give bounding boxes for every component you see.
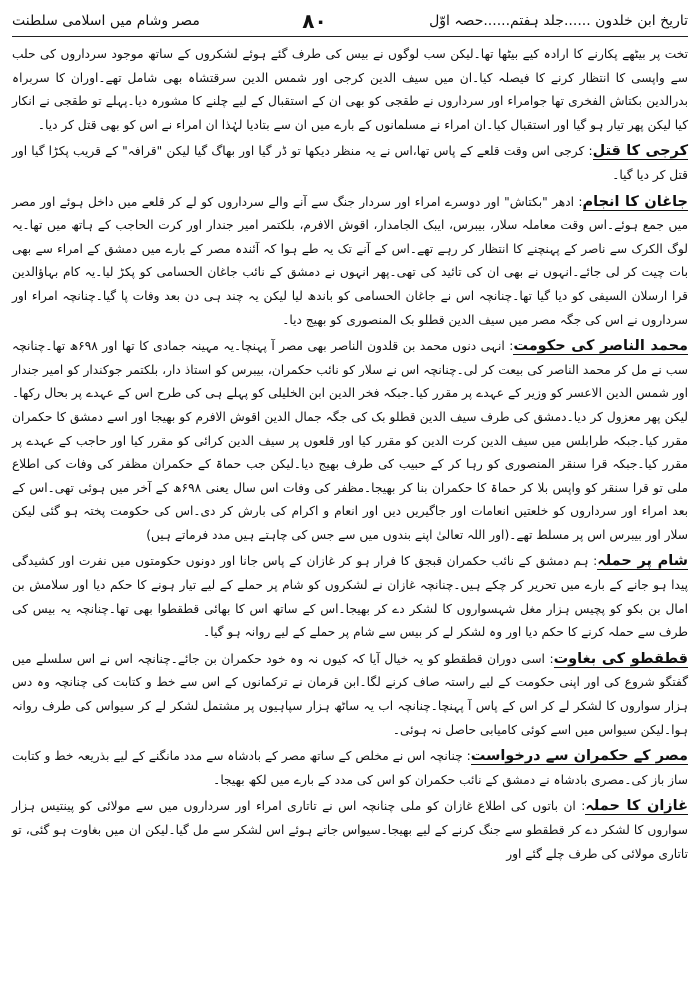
- section-heading: شام پر حملہ: [597, 553, 688, 570]
- paragraph-text: ہم دمشق کے نائب حکمران قبجق کا فرار ہو کر غازان کے پاس جانا اور دونوں حکومتوں میں نفرت اور کشیدگی پیدا ہو جانے کے بارے میں تحریر کر چکے ہیں۔چنانچہ غازان نے لشکروں کو شام پر حملے کے لیے تیار ہونے کا حکم دیا اور سلامش بن امال بن بکو کو پچیس ہزار مغل شہسواروں کا لشکر دے کر بھیجا۔اس کے ساتھ اس کا بھائی قطقطوا بھی تھا۔چنانچہ یہ بیس کی طرف سے حملہ کرنے کا حکم دیا اور وہ لشکر لے کر بیس سے شام پر حملے کے لیے روانہ ہو گیا۔: [12, 554, 688, 640]
- section-attack-on-sham: شام پر حملہ: ہم دمشق کے نائب حکمران قبجق کا فرار ہو کر غازان کے پاس جانا اور دونوں حکومتوں میں نفرت اور کشیدگی پیدا ہو جانے کے بارے میں تحریر کر چکے ہیں۔چنانچہ غازان نے لشکروں کو شام پر حملے کے لیے تیار ہونے کا حکم دیا اور سلامش بن امال بن بکو کو پچیس ہزار مغل شہسواروں کا لشکر دے کر بھیجا۔اس کے ساتھ اس کا بھائی قطقطوا بھی تھا۔چنانچہ یہ بیس کی طرف سے حملہ کرنے کا حکم دیا اور وہ لشکر لے کر بیس سے شام پر حملے کے لیے روانہ ہو گیا۔: [12, 553, 688, 640]
- section-qutqutu-rebellion: قطقطو کی بغاوت: اسی دوران قطقطو کو یہ خیال آیا کہ کیوں نہ وہ خود حکمران بن جائے۔چنانچہ اس نے اس سلسلے میں گفتگو شروع کی اور اپنی حکومت کے لیے راستہ صاف کرنے لگا۔ابن قرمان نے ترکمانوں کے اس سے خط و کتابت کی چنانچہ وہ دس ہزار سواروں کا لشکر لے کر اس کے پاس آ پہنچا۔چنانچہ اب یہ ساٹھ ہزار سپاہیوں پر مشتمل لشکر لے کر سیواس کی طرف روانہ ہوا۔لیکن سیواس میں اسے کوئی کامیابی حاصل نہ ہوئی۔: [12, 650, 688, 737]
- paragraph-text: تخت پر بیٹھے پکارنے کا ارادہ کیے بیٹھا تھا۔لیکن سب لوگوں نے بیس کی طرف گئے ہوئے لشکروں کے ساتھ موجود سرداروں کی حلب سے واپسی کا انتظار کرنے کا فیصلہ کیا۔ان میں سیف الدین کرجی اور شمس الدین سرقتشاہ بھی شامل تھے۔اوران کا سربراہ بدرالدین بکتاش الفخری تھا جوامراء اور سرداروں نے طقجی کو بھی ان کے استقبال کے لیے چلنے کا مشورہ دیا۔پہلے تو طقجی نے انکار کیا لیکن پھر تیار ہو گیا اور استقبال کیا۔ان امراء نے مسلمانوں کے بارے میں ان سے بتادیا لہٰذا ان امراء نے اس کو بھی قتل کر دیا۔: [12, 47, 688, 132]
- section-ghazan-attack: غازان کا حملہ: ان باتوں کی اطلاع غازان کو ملی چنانچہ اس نے تاتاری امراء اور سرداروں میں سے مولائی کو پینتیس ہزار سواروں کا لشکر دے کر قطقطو سے جنگ کرنے کے لیے بھیجا۔سیواس جاتے ہوئے اس لشکر سے مل گیا۔لیکن ان میں بغاوت ہو گئی، تو تاتاری مولائی کی طرف چلے گئے اور: [12, 798, 689, 861]
- page-header: [12, 6, 688, 37]
- section-heading: کرجی کا قتل: [592, 143, 689, 160]
- paragraph-text: ان باتوں کی اطلاع غازان کو ملی چنانچہ اس نے تاتاری امراء اور سرداروں میں سے مولائی کو پینتیس ہزار سواروں کا لشکر دے کر قطقطو سے جنگ کرنے کے لیے بھیجا۔سیواس جاتے ہوئے اس لشکر سے مل گیا۔لیکن ان میں بغاوت ہو گئی، تو تاتاری مولائی کی طرف چلے گئے اور: [12, 799, 688, 861]
- section-heading: قطقطو کی بغاوت: [553, 650, 688, 667]
- paragraph-text: انہی دنوں محمد بن قلدون الناصر بھی مصر آ پہنچا۔یہ مہینہ جمادی کا تھا اور ۶۹۸ھ تھا۔چنانچہ سب نے مل کر محمد الناصر کی بیعت کر لی۔چنانچہ اس نے سلار کو نائب حکمران، بیبرس کو استاذ دار، بلکتمر جوکندار کو امیر جندار اور شمس الدین الاعسر کو وزیر کے عہدے پر مقرر کیا۔جبکہ فخر الدین ابن الخلیلی کو پہلے ہی کی طرح اس کے عہدے پر بحال رکھا۔لیکن پھر معزول کر دیا۔دمشق کی طرف سیف الدین قطلو بک کی جگہ جمال الدین اقوش الافرم کو بھیجا اور اسے دمشق کا حکمران مقرر کیا۔جبکہ طرابلس میں سیف الدین کرت الدین کو مقرر کیا اور قلعوں پر سیف الدین کرائی کو مقرر کیا اور حاجب کے عہدے پر مقرر کیا۔جبکہ قرا سنقر المنصوری کو رہا کر کے حبیب کی طرف بھیج دیا۔لیکن جب حماۃ کے حکمران مظفر کی وفات کی اطلاع ملی تو قرا سنقر کو واپس بلا کر حماۃ کا حکمران بنا کر بھیجا۔مظفر کی وفات اس سال یعنی ۶۹۸ھ کے آخر میں ہوئی تھی۔اس کے بعد امراء اور سرداروں کو خلعتیں انعامات اور جاگیریں دیں اور انعام و اکرام کی بارش کر دی۔اس کی حکومت پختہ ہو گئی لیکن سلار اور بیبرس اس پر مسلط تھے۔(اور اللہ تعالیٰ اپنے بندوں میں سے جس کی چاہتے ہیں مدد فرماتے ہیں): [12, 339, 688, 542]
- paragraph-text: اسی دوران قطقطو کو یہ خیال آیا کہ کیوں نہ وہ خود حکمران بن جائے۔چنانچہ اس نے اس سلسلے میں گفتگو شروع کی اور اپنی حکومت کے لیے راستہ صاف کرنے لگا۔ابن قرمان نے ترکمانوں کے اس سے خط و کتابت کی چنانچہ وہ دس ہزار سواروں کا لشکر لے کر اس کے پاس آ پہنچا۔چنانچہ اب یہ ساٹھ ہزار سپاہیوں پر مشتمل لشکر لے کر سیواس کی طرف روانہ ہوا۔لیکن سیواس میں اسے کوئی کامیابی حاصل نہ ہوئی۔: [12, 651, 688, 737]
- paragraph-text: کرجی اس وقت قلعے کے پاس تھا،اس نے یہ منظر دیکھا تو ڈر گیا اور بھاگ گیا لیکن "قرافہ" کے قریب پکڑا گیا اور قتل کر دیا گیا۔: [12, 144, 688, 182]
- header-book-title: تاریخ ابن خلدون ......جلد ہفتم......حصہ اوّل: [429, 13, 688, 29]
- section-nasir-government: محمد الناصر کی حکومت: انہی دنوں محمد بن قلدون الناصر بھی مصر آ پہنچا۔یہ مہینہ جمادی کا تھا اور ۶۹۸ھ تھا۔چنانچہ سب نے مل کر محمد الناصر کی بیعت کر لی۔چنانچہ اس نے سلار کو نائب حکمران، بیبرس کو استاذ دار، بلکتمر جوکندار کو امیر جندار اور شمس الدین الاعسر کو وزیر کے عہدے پر مقرر کیا۔جبکہ فخر الدین ابن الخلیلی کو پہلے ہی کی طرح اس کے عہدے پر بحال رکھا۔لیکن پھر معزول کر دیا۔دمشق کی طرف سیف الدین قطلو بک کی جگہ جمال الدین اقوش الافرم کو بھیجا اور اسے دمشق کا حکمران مقرر کیا۔جبکہ طرابلس میں سیف الدین کرت الدین کو مقرر کیا اور قلعوں پر سیف الدین کرائی کو مقرر کیا اور حاجب کے عہدے پر مقرر کیا۔جبکہ قرا سنقر المنصوری کو رہا کر کے حبیب کی طرف بھیج دیا۔لیکن جب حماۃ کے حکمران مظفر کی وفات کی اطلاع ملی تو قرا سنقر کو واپس بلا کر حماۃ کا حکمران بنا کر بھیجا۔مظفر کی وفات اس سال یعنی ۶۹۸ھ کے آخر میں ہوئی تھی۔اس کے بعد امراء اور سرداروں کو خلعتیں انعامات اور جاگیریں دیں اور انعام و اکرام کی بارش کر دی۔اس کی حکومت پختہ ہو گئی لیکن سلار اور بیبرس اس پر مسلط تھے۔(اور اللہ تعالیٰ اپنے بندوں میں سے جس کی چاہتے ہیں مدد فرماتے ہیں): [12, 338, 688, 542]
- section-heading: غازان کا حملہ: [585, 798, 689, 815]
- section-heading: جاغان کا انجام: [582, 193, 688, 210]
- page-number: ۸۰: [302, 9, 327, 33]
- paragraph-text: چنانچہ اس نے مخلص کے ساتھ مصر کے بادشاہ سے مدد مانگنے کے لیے بذریعہ خط و کتابت ساز باز کی۔مصری بادشاہ نے دمشق کے نائب حکمران کو اس کی مدد کے بارے میں لکھ بھیجا۔: [12, 749, 688, 787]
- header-chapter-title: مصر وشام میں اسلامی سلطنت: [12, 13, 200, 29]
- section-heading: محمد الناصر کی حکومت: [513, 338, 688, 355]
- section-heading: مصر کے حکمران سے درخواست: [470, 748, 688, 765]
- paragraph-text: ادھر "بکتاش" اور دوسرے امراء اور سردار جنگ سے آنے والے سرداروں کو لے کر قلعے میں داخل ہوئے اور مصر میں جمع ہوئے۔اس وقت معاملہ سلار، بیبرس، ایبک الجامدار، اقوش الافرم، بلکتمر امیر جندار اور کرت الحاجب کے ہاتھ میں تھا۔یہ لوگ الکرک سے ناصر کے پہنچنے کا انتظار کر رہے تھے۔اس کے آنے تک یہ طے ہوا کہ آئندہ مصر کے بارے میں دمشق کے امراء سے بھی بات چیت کر لی جائے۔انہوں نے بھی ان کی تائید کی تھی۔پھر انہوں نے دمشق کے نائب جاغان الحسامی کو پکڑ لیا۔یہ کام بہاؤالدین قرا ارسلان السیفی کو دیا گیا تھا۔چنانچہ اس نے جاغان الحسامی کو باندھ لیا لیکن یہ چند ہی دن بعد وفات پا گیا۔چنانچہ امراء اور سرداروں نے اس کی جگہ مصر میں سیف الدین قطلو بک المنصوری کو بھیج دیا۔: [12, 194, 688, 327]
- intro-paragraph: [12, 43, 688, 137]
- section-karji-killing: کرجی کا قتل: کرجی اس وقت قلعے کے پاس تھا،اس نے یہ منظر دیکھا تو ڈر گیا اور بھاگ گیا لیکن "قرافہ" کے قریب پکڑا گیا اور قتل کر دیا گیا۔: [12, 143, 689, 182]
- section-request-to-egypt: مصر کے حکمران سے درخواست: چنانچہ اس نے مخلص کے ساتھ مصر کے بادشاہ سے مدد مانگنے کے لیے بذریعہ خط و کتابت ساز باز کی۔مصری بادشاہ نے دمشق کے نائب حکمران کو اس کی مدد کے بارے میں لکھ بھیجا۔: [12, 748, 688, 787]
- section-jaghan-end: جاغان کا انجام: ادھر "بکتاش" اور دوسرے امراء اور سردار جنگ سے آنے والے سرداروں کو لے کر قلعے میں داخل ہوئے اور مصر میں جمع ہوئے۔اس وقت معاملہ سلار، بیبرس، ایبک الجامدار، اقوش الافرم، بلکتمر امیر جندار اور کرت الحاجب کے ہاتھ میں تھا۔یہ لوگ الکرک سے ناصر کے پہنچنے کا انتظار کر رہے تھے۔اس کے آنے تک یہ طے ہوا کہ آئندہ مصر کے بارے میں دمشق کے امراء سے بھی بات چیت کر لی جائے۔انہوں نے بھی ان کی تائید کی تھی۔پھر انہوں نے دمشق کے نائب جاغان الحسامی کو پکڑ لیا۔یہ کام بہاؤالدین قرا ارسلان السیفی کو دیا گیا تھا۔چنانچہ اس نے جاغان الحسامی کو باندھ لیا لیکن یہ چند ہی دن بعد وفات پا گیا۔چنانچہ امراء اور سرداروں نے اس کی جگہ مصر میں سیف الدین قطلو بک المنصوری کو بھیج دیا۔: [12, 193, 688, 327]
